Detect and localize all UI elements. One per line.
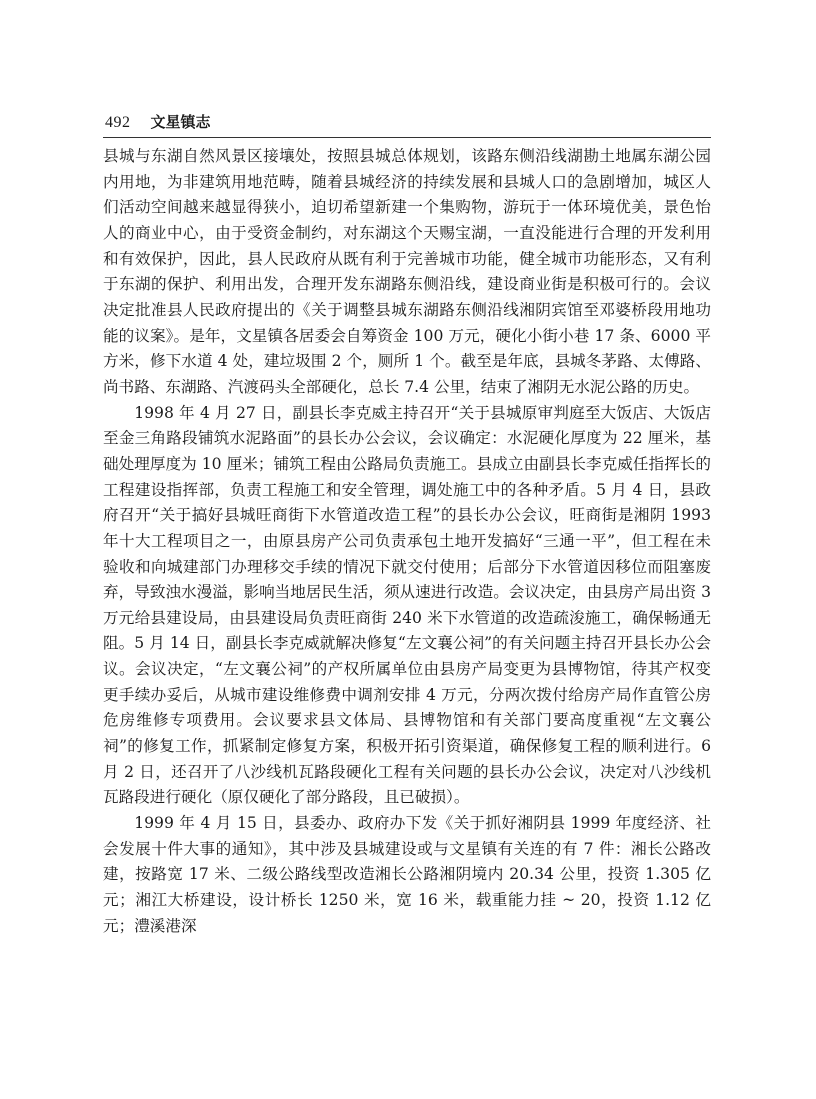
header-rule — [103, 137, 711, 138]
paragraph-1999: 1999 年 4 月 15 日，县委办、政府办下发《关于抓好湘阴县 1999 年度经济、社会发展十件大事的通知》，其中涉及县城建设或与文星镇有关连的有 7 件：湘长公路改建，按路宽 17 米、二级公路线型改造湘长公路湘阴境内 20.34 公里，投资 1.305 亿元；湘江大桥建设，设计桥长 1250 米，宽 16 米，载重能力挂 ~ 20，投资 1.12 亿元；澧溪港深 — [103, 814, 711, 935]
paragraph-1998: 1998 年 4 月 27 日，副县长李克威主持召开“关于县城原审判庭至大饭店、大饭店至金三角路段铺筑水泥路面”的县长办公会议，会议确定：水泥硬化厚度为 22 厘米，基础处理厚度为 10 厘米；铺筑工程由公路局负责施工。县成立由副县长李克威任指挥长的工程建设指挥部，负责工程施工和安全管理，调处施工中的各种矛盾。5 月 4 日，县政府召开“关于搞好县城旺商街下水管道改造工程”的县长办公会议，旺商街是湘阴 1993 年十大工程项目之一，由原县房产公司负责承包土地开发搞好“三通一平”，但工程在未验收和向城建部门办理移交手续的情况下就交付使用；后部分下水管道因移位而阻塞废弃，导致浊水漫溢，影响当地居民生活，须从速进行改造。会议决定，由县房产局出资 3 万元给县建设局，由县建设局负责旺商街 240 米下水管道的改造疏浚施工，确保畅通无阻。5 月 14 日，副县长李克威就解决修复“左文襄公祠”的有关问题主持召开县长办公会议。会议决定，“左文襄公祠”的产权所属单位由县房产局变更为县博物馆，待其产权变更手续办妥后，从城市建设维修费中调剂安排 4 万元，分两次拨付给房产局作直管公房危房维修专项费用。会议要求县文体局、县博物馆和有关部门要高度重视“左文襄公祠”的修复工作，抓紧制定修复方案，积极开拓引资渠道，确保修复工程的顺利进行。6 月 2 日，还召开了八沙线机瓦路段硬化工程有关问题的县长办公会议，决定对八沙线机瓦路段进行硬化（原仅硬化了部分路段，且已破损）。 — [103, 403, 711, 807]
paragraph-continued: 县城与东湖自然风景区接壤处，按照县城总体规划，该路东侧沿线湖勘土地属东湖公园内用地，为非建筑用地范畴，随着县城经济的持续发展和县城人口的急剧增加，城区人们活动空间越来越显得狭小，迫切希望新建一个集购物，游玩于一体环境优美，景色怡人的商业中心，由于受资金制约，对东湖这个天赐宝湖，一直没能进行合理的开发利用和有效保护，因此，县人民政府从既有利于完善城市功能，健全城市功能形态，又有利于东湖的保护、利用出发，合理开发东湖路东侧沿线，建设商业街是积极可行的。会议决定批准县人民政府提出的《关于调整县城东湖路东侧沿线湘阴宾馆至邓婆桥段用地功能的议案》。是年，文星镇各居委会自筹资金 100 万元，硬化小街小巷 17 条、6000 平方米，修下水道 4 处，建垃圾围 2 个，厕所 1 个。截至是年底，县城冬茅路、太傅路、尚书路、东湖路、汽渡码头全部硬化，总长 7.4 公里，结束了湘阴无水泥公路的历史。 — [103, 147, 711, 396]
page-number: 492 — [105, 114, 131, 131]
book-title: 文星镇志 — [150, 113, 211, 131]
running-header — [103, 110, 711, 134]
book-page — [103, 110, 711, 939]
body-text — [103, 144, 711, 939]
